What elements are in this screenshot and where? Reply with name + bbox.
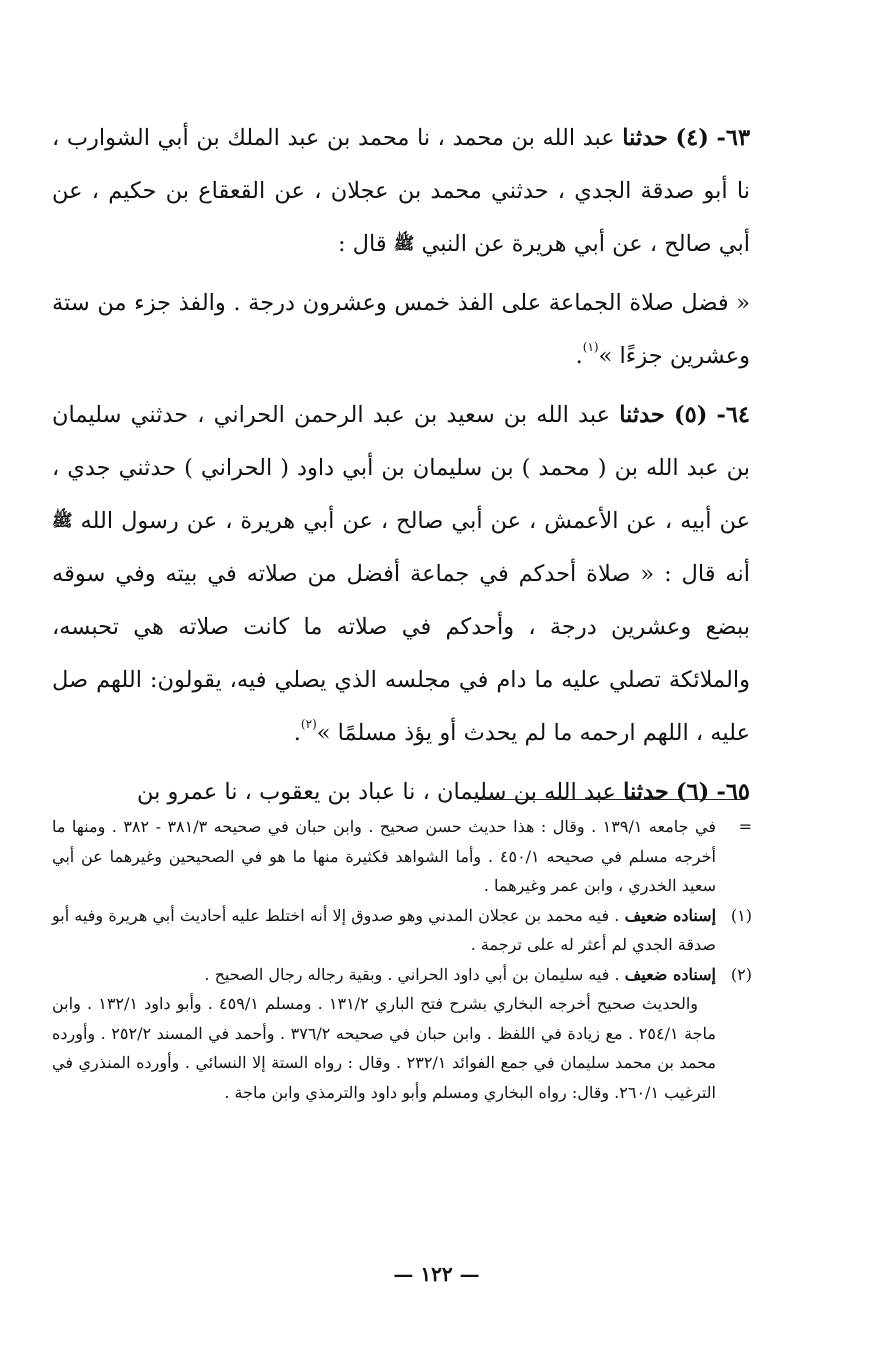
- matn-end-dot: .: [575, 343, 583, 369]
- hadith-number: ٦٣-: [716, 125, 751, 151]
- hadith-number: ٦٤-: [716, 402, 751, 428]
- isnad-text: عبد الله بن سليمان ، نا عباد بن يعقوب ، نا عمرو بن: [136, 779, 616, 805]
- footnote-text: . فيه محمد بن عجلان المدني وهو صدوق إلا أنه اختلط عليه أحاديث أبي هريرة وفيه أبو صدقة الجدي لم أعثر له على ترجمة .: [52, 905, 716, 954]
- salla-honorific: ﷺ: [393, 234, 415, 254]
- footnote-lead: إسناده ضعيف: [624, 964, 716, 984]
- main-text: [52, 112, 750, 825]
- hadith-lead-word: حدثنا: [622, 125, 668, 151]
- hadith-63: [52, 112, 750, 271]
- hadith-sub-number: (٤): [675, 125, 709, 151]
- matn-text: « فضل صلاة الجماعة على الفذ خمس وعشرون درجة . والفذ جزء من ستة وعشرين جزءًا »: [52, 290, 750, 369]
- matn-end-dot: .: [293, 720, 301, 746]
- footnote-ref-1: (١): [582, 340, 599, 354]
- footnote-ref-2: (٢): [300, 717, 317, 731]
- hadith-lead-word: حدثنا: [619, 402, 665, 428]
- page-number: — ١٢٢ —: [393, 1262, 480, 1286]
- footnote-lead: إسناده ضعيف: [624, 905, 717, 925]
- hadith-sub-number: (٦): [675, 779, 710, 805]
- footnote-body: والحديث صحيح أخرجه البخاري بشرح فتح الباري ١٣١/٢ . ومسلم ٤٥٩/١ . وأبو داود ١٣٢/١ . وابن ماجة ٢٥٤/١ . مع زيادة في اللفظ . وابن حبان في صحيحه ٣٧٦/٢ . وأحمد في المسند ٢٥٢/٢ . وأورده محمد بن محمد سليمان في جمع الفوائد ٢٣٢/١ . وقال : رواه الستة إلا النسائي . وأورده المنذري في الترغيب ٢٦٠/١. وقال: رواه البخاري ومسلم وأبو داود والترمذي وابن ماجة .: [52, 994, 717, 1102]
- footnote-text: في جامعه ١٣٩/١ . وقال : هذا حديث حسن صحيح . وابن حبان في صحيحه ٣٨١/٣ - ٣٨٢ . ومنها ما أخرجه مسلم في صحيحه ٤٥٠/١ . وأما الشواهد فكثيرة منها ما هو في الصحيحين وغيرهما عن أبي سعيد الخدري ، وابن عمر وغيرهما .: [52, 817, 717, 895]
- isnad-text: عبد الله بن سعيد بن عبد الرحمن الحراني ، حدثني سليمان بن عبد الله بن ( محمد ) بن سليمان بن أبي داود ( الحراني ) حدثني جدي ، عن أبيه ، عن الأعمش ، عن أبي صالح ، عن أبي هريرة ، عن رسول الله: [52, 402, 750, 534]
- footnote-separator: [478, 799, 745, 800]
- footnote-text: . فيه سليمان بن أبي داود الحراني . وبقية رجاله رجال الصحيح .: [204, 964, 620, 984]
- footnote-marker: =: [738, 817, 752, 836]
- isnad-text-end: قال :: [337, 231, 387, 257]
- footnotes: [52, 812, 752, 1107]
- footnote-marker: (١): [730, 905, 752, 925]
- matn-text: أنه قال : « صلاة أحدكم في جماعة أفضل من صلاته في بيته وفي سوقه ببضع وعشرين درجة ، وأحدكم في صلاته ما كانت صلاته هي تحبسه، والملائكة تصلي عليه ما دام في مجلسه الذي يصلي فيه، يقولون: اللهم صل عليه ، اللهم ارحمه ما لم يحدث أو يؤذ مسلمًا »: [52, 561, 750, 746]
- hadith-lead-word: حدثنا: [623, 779, 669, 805]
- footnote-marker: (٢): [730, 964, 752, 984]
- footnote-continuation: [52, 812, 752, 901]
- hadith-63-matn: [52, 277, 750, 383]
- footnote-2: [52, 960, 752, 1108]
- footnote-1: [52, 901, 752, 960]
- hadith-sub-number: (٥): [673, 402, 708, 428]
- hadith-64: [52, 389, 750, 760]
- hadith-number: ٦٥-: [716, 779, 750, 805]
- isnad-text: عبد الله بن محمد ، نا محمد بن عبد الملك بن أبي الشوارب ، نا أبو صدقة الجدي ، حدثني محمد بن عجلان ، عن القعقاع بن حكيم ، عن أبي صالح ، عن أبي هريرة عن النبي: [52, 125, 750, 257]
- salla-honorific: ﷺ: [52, 511, 73, 531]
